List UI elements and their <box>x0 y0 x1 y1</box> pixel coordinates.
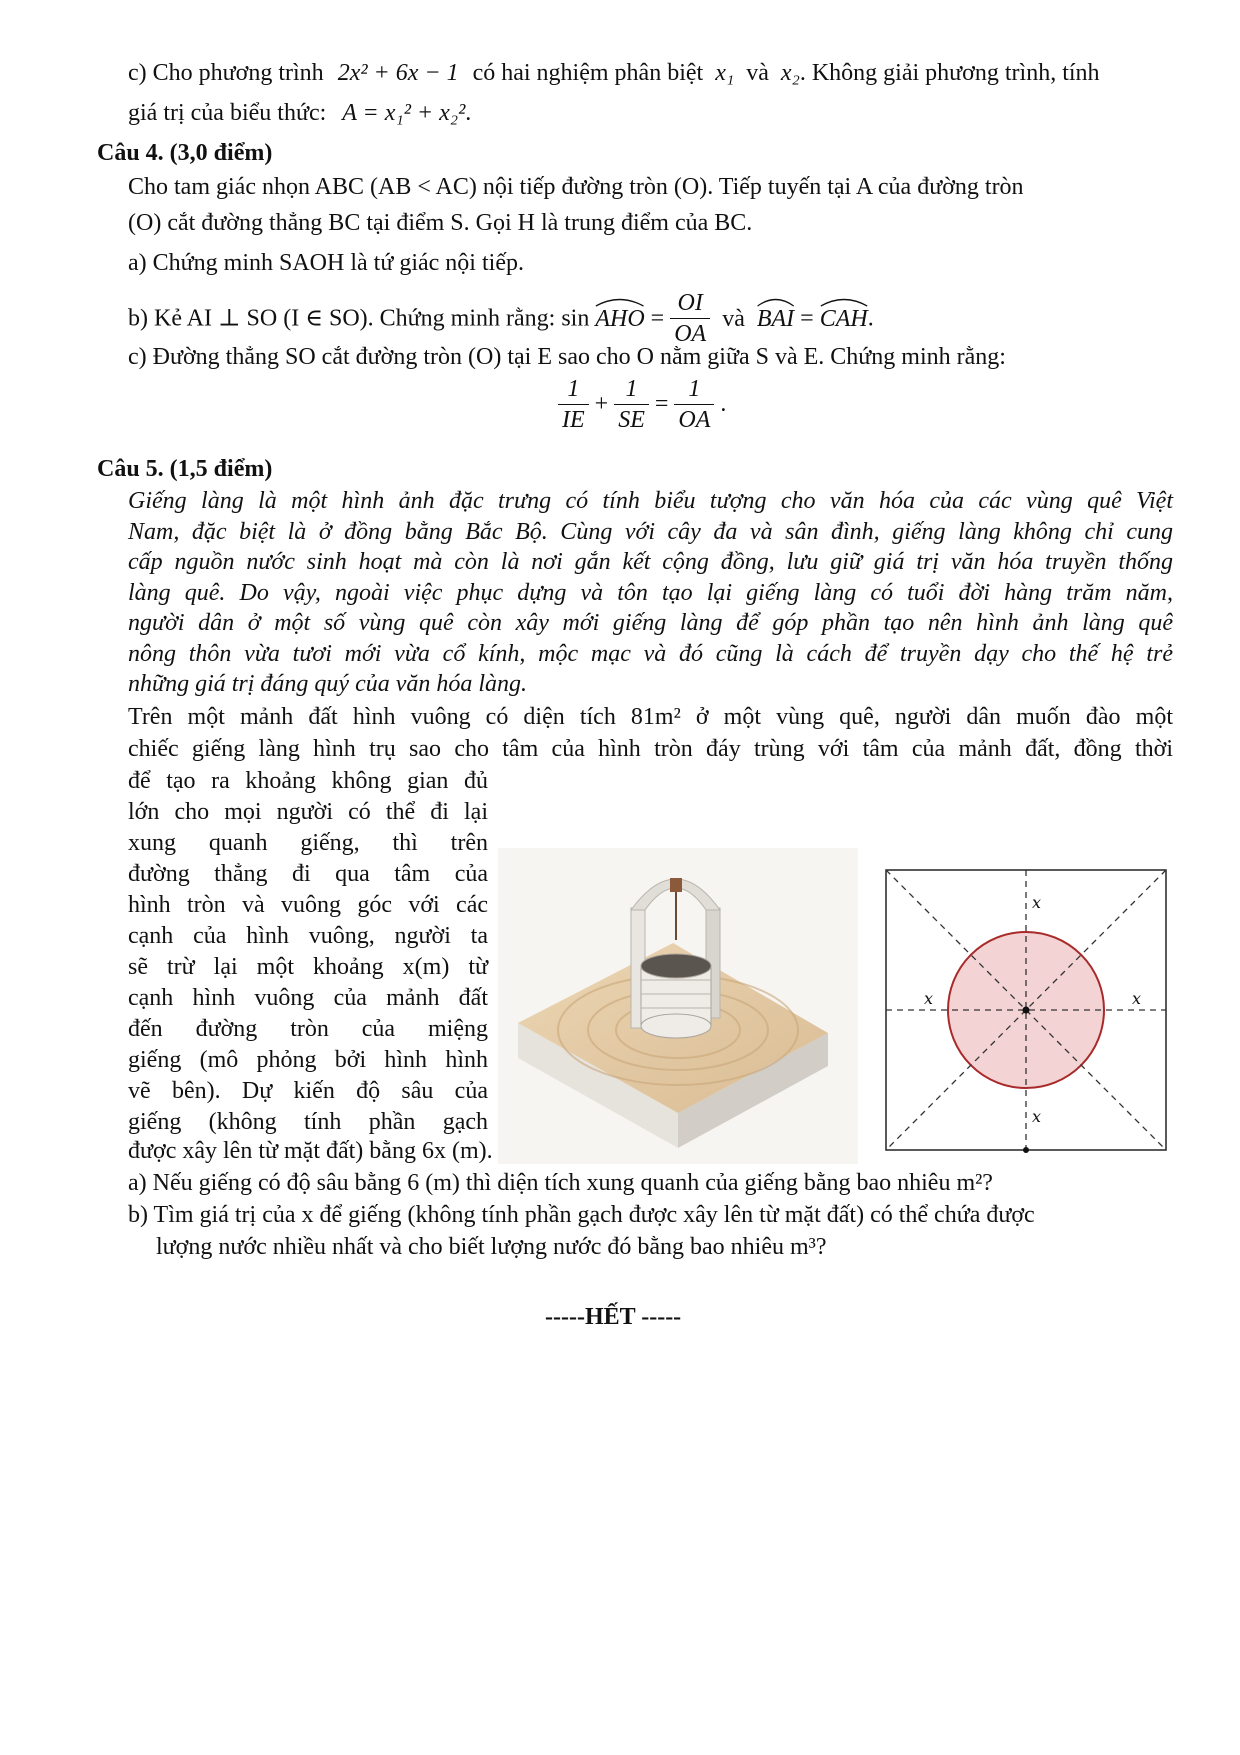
well-illustration <box>498 848 858 1164</box>
label-x-right: x <box>1132 989 1142 1008</box>
q5-wrapped-text: để tạo ra khoảng không gian đủ lớn cho mọi người có thể đi lại xung quanh giếng, thì trên đường thẳng đi qua tâm của hình tròn và vuông góc với các cạnh của hình vuông, người ta sẽ trừ lại một khoảng x(m) từ cạnh hình vuông của mảnh đất đến đường tròn của miệng giếng (mô phỏng bởi hình hình vẽ bên). Dự kiến độ sâu của giếng (không tính phần gạch <box>128 768 488 1135</box>
q5-wrap-last-line: được xây lên từ mặt đất) bằng 6x (m). <box>128 1138 493 1164</box>
arc-angle-cah: CAH <box>820 303 868 335</box>
q3c-x2: x₂ <box>780 60 800 86</box>
q5-part-b-1: b) Tìm giá trị của x để giếng (không tính phần gạch được xây lên từ mặt đất) có thể chứa được <box>128 1202 1035 1228</box>
q3c-equation: 2x² + 6x − 1 <box>337 60 459 86</box>
q5-part-b-2: lượng nước nhiều nhất và cho biết lượng nước đó bằng bao nhiêu m³? <box>156 1234 827 1260</box>
label-x-top: x <box>1032 893 1042 912</box>
q3c-line2: giá trị của biểu thức: A = x₁² + x₂². <box>128 100 472 126</box>
arc-angle-aho: AHO <box>595 303 644 335</box>
q4-intro-2: (O) cắt đường thẳng BC tại điểm S. Gọi H là trung điểm của BC. <box>128 210 753 236</box>
q3c-x1: x₁ <box>715 60 735 86</box>
q5-part-a: a) Nếu giếng có độ sâu bằng 6 (m) thì diện tích xung quanh của giếng bằng bao nhiêu m²? <box>128 1170 993 1196</box>
fraction-oi-oa: $\frac{OI}{OA}$ <box>670 288 710 349</box>
q4-equation-c: $\frac{1}{IE}$ + $\frac{1}{SE}$ = $\frac{1}{OA}$ . <box>558 374 726 435</box>
q5-problem-2: chiếc giếng làng hình trụ sao cho tâm của hình tròn đáy trùng với tâm của mảnh đất, đồng thời <box>128 736 1173 762</box>
q3c-line1: c) Cho phương trình 2x² + 6x − 1 có hai nghiệm phân biệt x₁ và x₂. Không giải phương trình, tính <box>128 60 1100 86</box>
square-well-figure <box>876 860 1176 1160</box>
q4-title: Câu 4. (3,0 điểm) <box>97 140 273 166</box>
q4-part-a: a) Chứng minh SAOH là tứ giác nội tiếp. <box>128 250 524 276</box>
label-x-left: x <box>924 989 934 1008</box>
q4-part-b: b) Kẻ AI ⊥ SO (I ∈ SO). Chứng minh rằng: sin AHO = $\frac{OI}{OA}$ và BAI = CAH. <box>128 290 874 347</box>
q4-intro-1: Cho tam giác nhọn ABC (AB < AC) nội tiếp đường tròn (O). Tiếp tuyến tại A của đường tròn <box>128 174 1024 200</box>
q5-intro-paragraph: Giếng làng là một hình ảnh đặc trưng có tính biểu tượng cho văn hóa của các vùng quê Việt Nam, đặc biệt là ở đồng bằng Bắc Bộ. Cùng với cây đa và sân đình, giếng làng không chỉ cung cấp nguồn nước sinh hoạt mà còn là nơi gắn kết cộng đồng, lưu giữ giá trị văn hóa truyền thống làng quê. Do vậy, ngoài việc phục dựng và tôn tạo lại giếng làng có tuổi đời hàng trăm năm, người dân ở một số vùng quê còn xây mới giếng làng để góp phần tạo nên hình ảnh làng quê nông thôn vừa tươi mới vừa cổ kính, mộc mạc và đó cũng là cách để truyền dạy cho thế hệ trẻ những giá trị đáng quý của văn hóa làng. <box>128 488 1173 697</box>
label-x-bottom: x <box>1032 1107 1042 1126</box>
q4-part-c: c) Đường thẳng SO cắt đường tròn (O) tại E sao cho O nằm giữa S và E. Chứng minh rằng: <box>128 344 1006 370</box>
arc-angle-bai: BAI <box>757 303 794 335</box>
end-marker: -----HẾT ----- <box>545 1304 682 1330</box>
q5-title: Câu 5. (1,5 điểm) <box>97 456 273 482</box>
q5-problem-1: Trên một mảnh đất hình vuông có diện tích 81m² ở một vùng quê, người dân muốn đào một <box>128 704 1173 730</box>
q3c-expression: A = x₁² + x₂² <box>342 100 466 126</box>
